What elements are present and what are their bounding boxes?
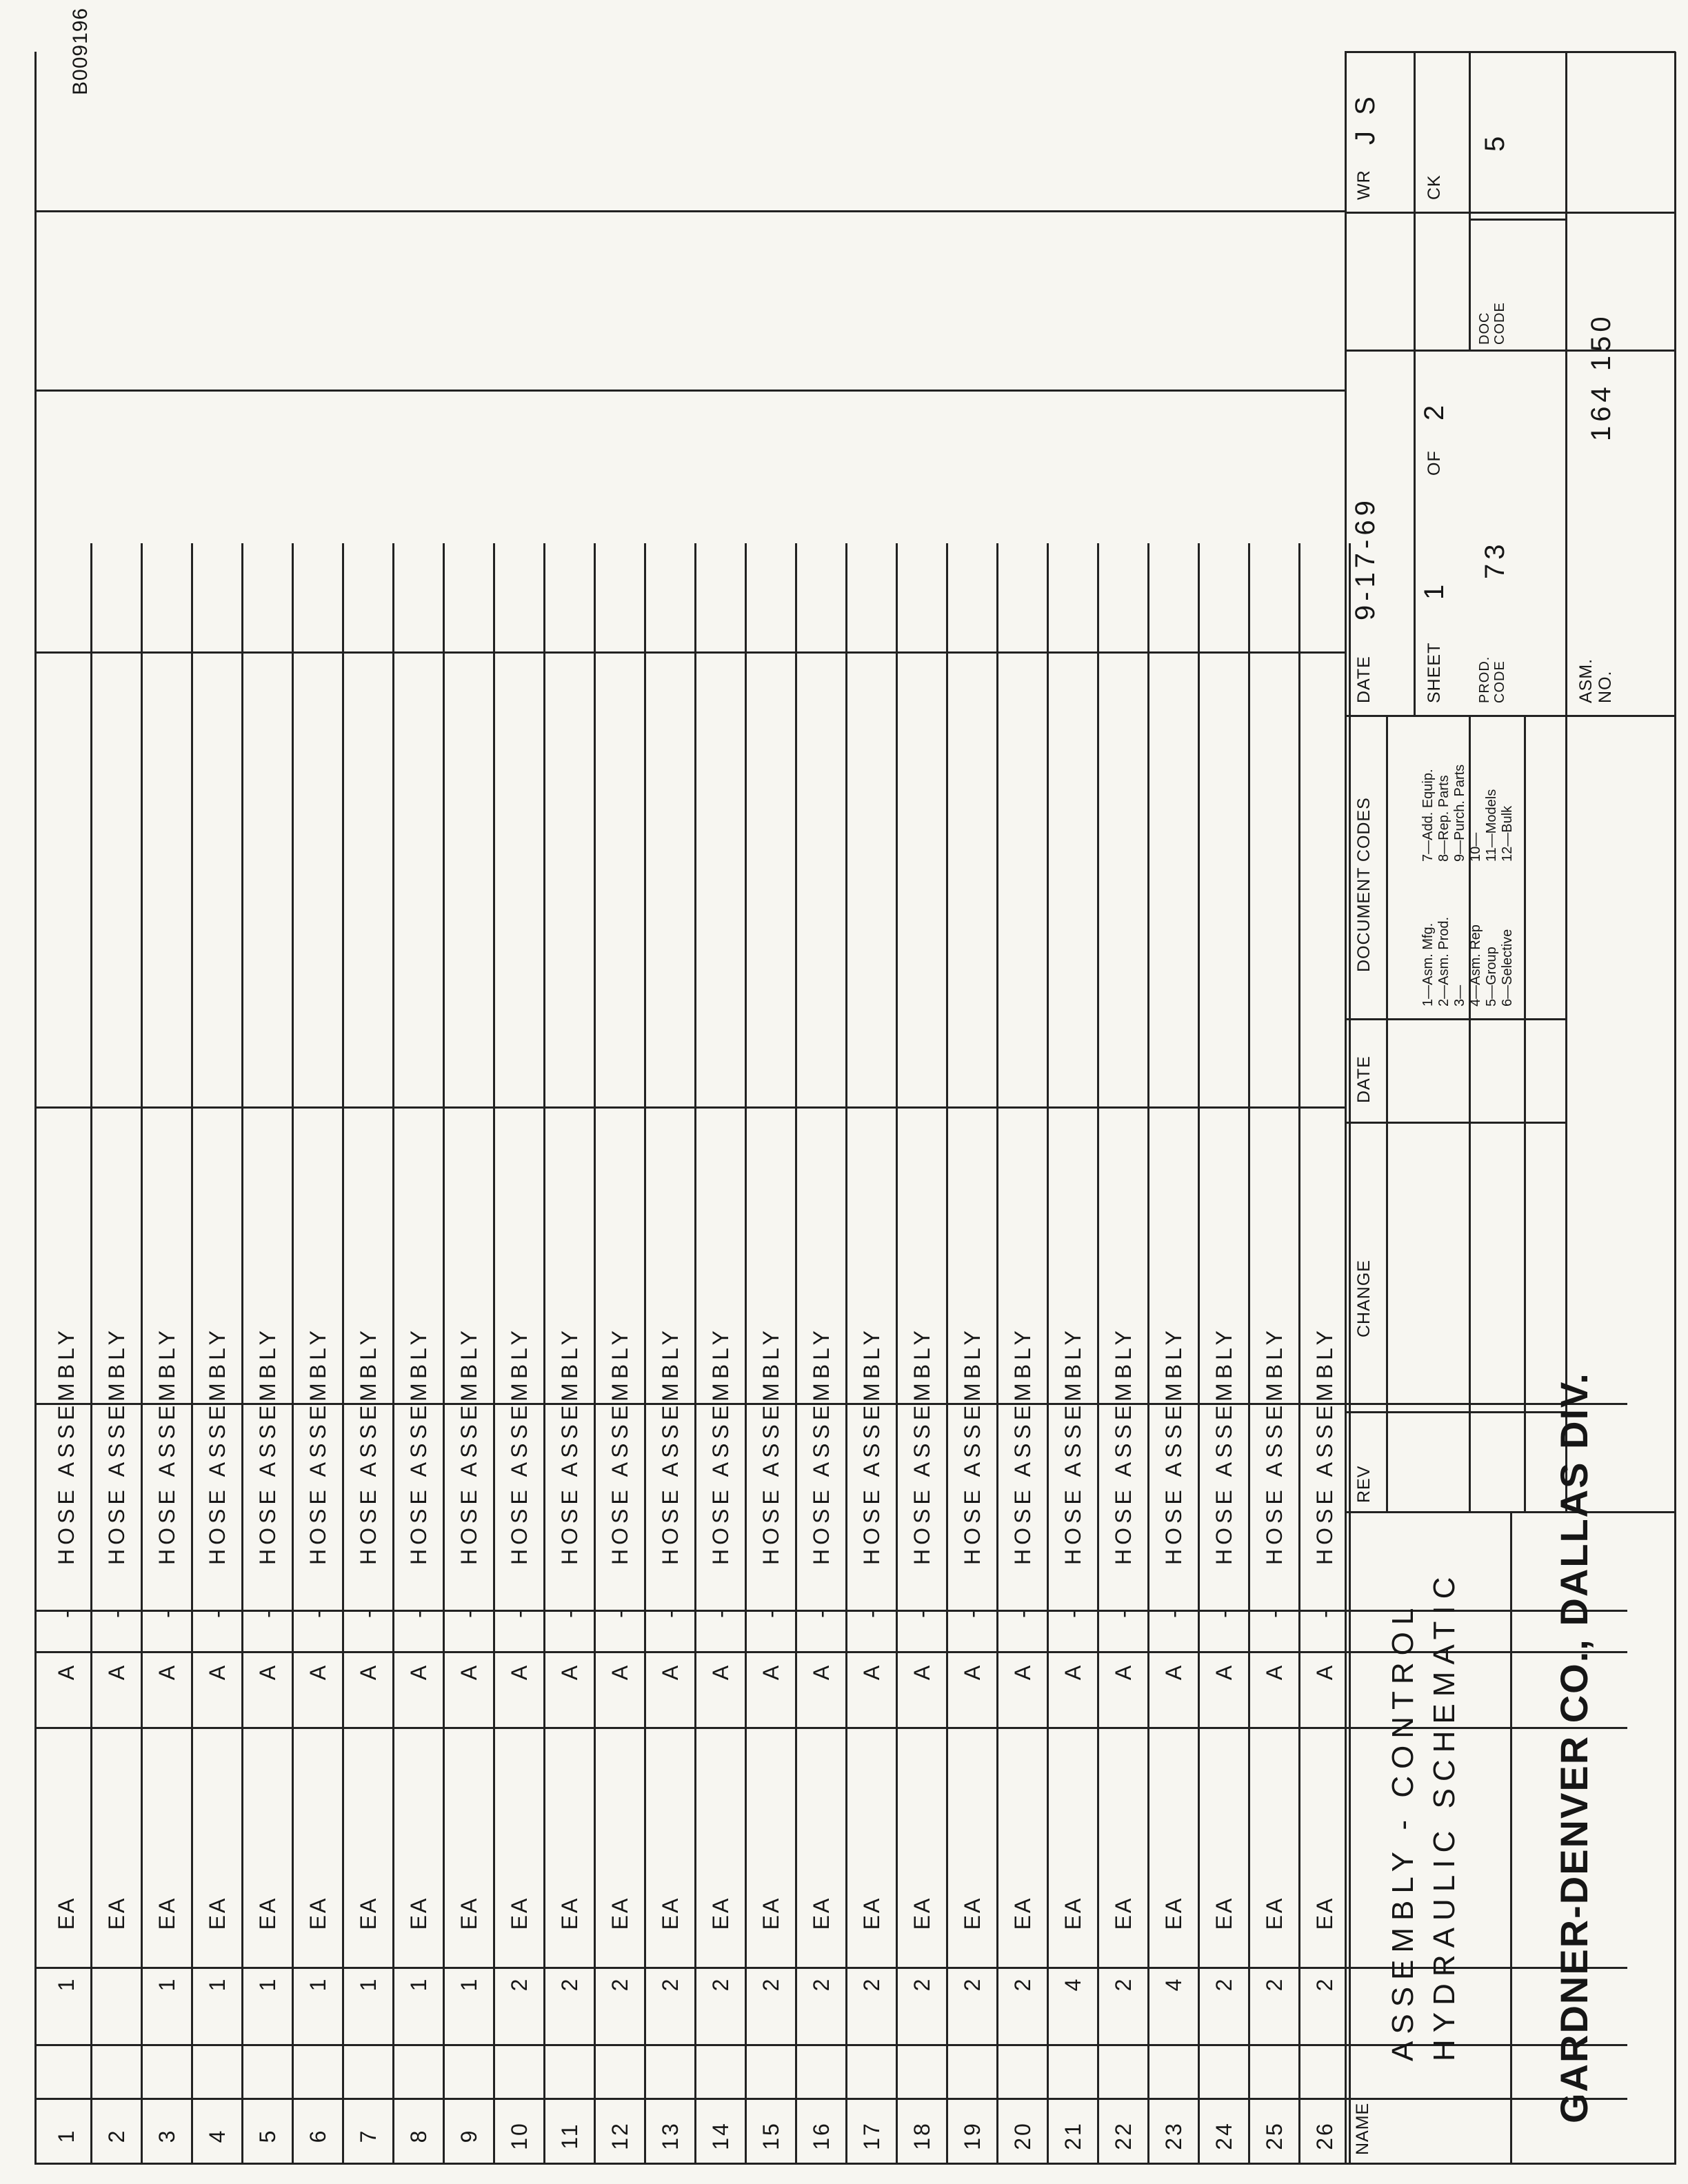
item-number-cell: 8 [406,2128,431,2143]
dash-cell: - [104,1608,129,1618]
asm-no-label: ASM. NO. [1576,658,1615,703]
name-label: NAME [1353,2102,1372,2155]
col-divider-6 [34,651,1345,654]
unit-cell: EA [154,1896,179,1930]
table-row [1249,543,1300,2165]
quantity-cell: 2 [758,1976,783,1992]
description-cell: HOSE ASSEMBLY [406,1326,431,1565]
description-cell: HOSE ASSEMBLY [557,1326,582,1565]
revision-cell: A [557,1663,582,1681]
dash-cell: - [708,1608,733,1618]
quantity-cell: 2 [809,1976,834,1992]
item-number-cell: 14 [708,2121,733,2150]
dash-cell: - [154,1608,179,1618]
quantity-cell: 4 [1061,1976,1085,1992]
change-column-label: CHANGE [1354,1260,1374,1337]
quantity-cell: 2 [960,1976,985,1992]
unit-cell: EA [1312,1896,1337,1930]
dash-cell: - [1161,1608,1186,1618]
item-number-cell: 19 [960,2121,985,2150]
description-cell: HOSE ASSEMBLY [1262,1326,1287,1565]
quantity-cell [92,1963,142,2005]
quantity-cell: 2 [708,1976,733,1992]
revision-cell: A [54,1663,79,1681]
dash-cell: - [809,1608,834,1618]
revision-cell: A [1061,1663,1085,1681]
ck-label: CK [1425,174,1444,200]
quantity-cell: 2 [1262,1976,1287,1992]
doc-code-value: 5 [1480,132,1510,152]
prod-code-label: PROD. CODE [1477,656,1507,703]
unit-cell: EA [1111,1896,1136,1930]
item-number-cell: 13 [658,2121,683,2150]
dash-cell: - [1312,1608,1337,1618]
description-cell: HOSE ASSEMBLY [1212,1326,1236,1565]
wr-value: J S [1350,92,1380,145]
item-number-cell: 22 [1111,2121,1136,2150]
item-number-cell: 2 [104,2128,129,2143]
item-number-cell: 17 [859,2121,884,2150]
dash-cell: - [960,1608,985,1618]
assembly-name-line2: HYDRAULIC SCHEMATIC [1427,1570,1461,2061]
table-row [142,543,192,2165]
item-number-cell: 23 [1161,2121,1186,2150]
dash-cell: - [356,1608,381,1618]
quantity-cell: 2 [607,1976,632,1992]
description-cell: HOSE ASSEMBLY [1161,1326,1186,1565]
table-row [595,543,645,2165]
description-cell: HOSE ASSEMBLY [658,1326,683,1565]
table-row [394,543,444,2165]
dash-cell: - [1212,1608,1236,1618]
quantity-cell: 2 [507,1976,532,1992]
dash-cell: - [1262,1608,1287,1618]
quantity-cell: 2 [658,1976,683,1992]
description-cell: HOSE ASSEMBLY [708,1326,733,1565]
asm-no-value: 164 150 [1586,312,1616,441]
document-codes-label: DOCUMENT CODES [1354,797,1374,972]
table-row [1098,543,1149,2165]
dash-cell: - [557,1608,582,1618]
unit-cell: EA [1161,1896,1186,1930]
table-row [444,543,494,2165]
dash-cell: - [255,1608,280,1618]
description-cell: HOSE ASSEMBLY [910,1326,934,1565]
table-row [947,543,998,2165]
description-cell: HOSE ASSEMBLY [809,1326,834,1565]
item-number-cell: 24 [1212,2121,1236,2150]
item-number-cell: 18 [910,2121,934,2150]
dash-cell: - [507,1608,532,1618]
sheet-label: SHEET [1425,642,1444,703]
table-row [1300,543,1350,2165]
description-cell: HOSE ASSEMBLY [507,1326,532,1565]
item-number-cell: 9 [456,2128,481,2143]
table-row [243,543,293,2165]
table-row [1149,543,1199,2165]
dash-cell: - [305,1608,330,1618]
rev-column-label: REV [1354,1465,1374,1503]
item-number-cell: 6 [305,2128,330,2143]
table-row [1048,543,1098,2165]
unit-cell: EA [1212,1896,1236,1930]
title-block [1345,52,1676,2165]
revision-cell: A [859,1663,884,1681]
table-row [494,543,545,2165]
table-row [41,543,92,2165]
revision-cell: A [658,1663,683,1681]
revision-cell: A [708,1663,733,1681]
table-row [998,543,1048,2165]
item-number-cell: 7 [356,2128,381,2143]
description-cell: HOSE ASSEMBLY [1111,1326,1136,1565]
change-date-column-label: DATE [1354,1055,1374,1103]
description-cell: HOSE ASSEMBLY [607,1326,632,1565]
dash-cell: - [406,1608,431,1618]
revision-cell: A [1262,1663,1287,1681]
revision-cell: A [456,1663,481,1681]
unit-cell: EA [356,1896,381,1930]
unit-cell: EA [1262,1896,1287,1930]
quantity-cell: 1 [356,1976,381,1992]
revision-cell: A [507,1663,532,1681]
sheet-border-top [34,52,37,2165]
unit-cell: EA [809,1896,834,1930]
revision-cell: A [1161,1663,1186,1681]
revision-cell: A [607,1663,632,1681]
table-row [92,543,142,2165]
unit-cell: EA [658,1896,683,1930]
item-number-cell: 15 [758,2121,783,2150]
quantity-cell: 1 [406,1976,431,1992]
revision-cell: A [154,1663,179,1681]
document-codes-list-2: 7—Add. Equip. 8—Rep. Parts 9—Purch. Parts 10— 11—Models 12—Bulk [1420,764,1515,862]
description-cell: HOSE ASSEMBLY [960,1326,985,1565]
unit-cell: EA [305,1896,330,1930]
unit-cell: EA [1061,1896,1085,1930]
item-number-cell: 10 [507,2121,532,2150]
description-cell: HOSE ASSEMBLY [1312,1326,1337,1565]
revision-cell: A [809,1663,834,1681]
description-cell: HOSE ASSEMBLY [1010,1326,1035,1565]
company-name: GARDNER-DENVER CO., DALLAS DIV. [1552,1372,1596,2123]
table-row [746,543,796,2165]
unit-cell: EA [960,1896,985,1930]
revision-cell: A [910,1663,934,1681]
quantity-cell: 1 [456,1976,481,1992]
quantity-cell: 2 [1212,1976,1236,1992]
dash-cell: - [1111,1608,1136,1618]
dash-cell: - [658,1608,683,1618]
table-row [897,543,947,2165]
unit-cell: EA [507,1896,532,1930]
revision-cell: A [1212,1663,1236,1681]
date-value: 9-17-69 [1350,496,1380,620]
revision-cell: A [1312,1663,1337,1681]
unit-cell: EA [607,1896,632,1930]
quantity-cell: 2 [1312,1976,1337,1992]
unit-cell: EA [910,1896,934,1930]
assembly-name-line1: ASSEMBLY - CONTROL [1386,1601,1420,2061]
quantity-cell: 2 [557,1976,582,1992]
item-number-cell: 12 [607,2121,632,2150]
unit-cell: EA [708,1896,733,1930]
revision-cell: A [356,1663,381,1681]
dash-cell: - [607,1608,632,1618]
item-number-cell: 4 [205,2128,230,2143]
item-number-cell: 26 [1312,2121,1337,2150]
quantity-cell: 1 [54,1976,79,1992]
quantity-cell: 4 [1161,1976,1186,1992]
revision-cell: A [1111,1663,1136,1681]
dash-cell: - [1010,1608,1035,1618]
quantity-cell: 1 [205,1976,230,1992]
dash-cell: - [456,1608,481,1618]
table-row [1199,543,1249,2165]
unit-cell: EA [54,1896,79,1930]
revision-cell: A [205,1663,230,1681]
item-number-cell: 25 [1262,2121,1287,2150]
item-number-cell: 11 [557,2122,582,2150]
quantity-cell: 2 [1111,1976,1136,1992]
unit-cell: EA [205,1896,230,1930]
col-divider-5 [34,1106,1345,1109]
doc-code-label: DOC CODE [1477,302,1507,345]
description-cell: HOSE ASSEMBLY [255,1326,280,1565]
col-divider-7 [34,390,1345,392]
description-cell: HOSE ASSEMBLY [859,1326,884,1565]
dash-cell: - [54,1608,79,1618]
table-row [645,543,696,2165]
revision-cell: A [104,1663,129,1681]
item-number-cell: 21 [1061,2121,1085,2150]
revision-cell: A [1010,1663,1035,1681]
revision-cell: A [305,1663,330,1681]
date-label: DATE [1354,656,1374,703]
prod-code-value: 73 [1480,540,1510,579]
quantity-cell: 1 [305,1976,330,1992]
quantity-cell: 2 [859,1976,884,1992]
table-row [847,543,897,2165]
description-cell: HOSE ASSEMBLY [305,1326,330,1565]
unit-cell: EA [456,1896,481,1930]
description-cell: HOSE ASSEMBLY [104,1326,129,1565]
description-cell: HOSE ASSEMBLY [54,1326,79,1565]
document-id: B009196 [69,7,92,95]
revision-cell: A [255,1663,280,1681]
unit-cell: EA [557,1896,582,1930]
unit-cell: EA [758,1896,783,1930]
dash-cell: - [1061,1608,1085,1618]
of-label: OF [1425,450,1444,476]
quantity-cell: 1 [255,1976,280,1992]
item-number-cell: 5 [255,2128,280,2143]
description-cell: HOSE ASSEMBLY [456,1326,481,1565]
unit-cell: EA [406,1896,431,1930]
quantity-cell: 2 [1010,1976,1035,1992]
table-row [293,543,343,2165]
unit-cell: EA [104,1896,129,1930]
dash-cell: - [758,1608,783,1618]
description-cell: HOSE ASSEMBLY [205,1326,230,1565]
item-number-cell: 16 [809,2121,834,2150]
col-divider-8 [34,210,1345,212]
revision-cell: A [960,1663,985,1681]
document-codes-list-1: 1—Asm. Mfg. 2—Asm. Prod. 3— 4—Asm. Rep 5—Group 6—Selective [1420,916,1515,1007]
revision-cell: A [758,1663,783,1681]
description-cell: HOSE ASSEMBLY [1061,1326,1085,1565]
item-number-cell: 3 [154,2128,179,2143]
table-row [545,543,595,2165]
table-row [192,543,243,2165]
description-cell: HOSE ASSEMBLY [154,1326,179,1565]
quantity-cell: 1 [154,1976,179,1992]
unit-cell: EA [1010,1896,1035,1930]
quantity-cell: 2 [910,1976,934,1992]
table-row [796,543,847,2165]
dash-cell: - [205,1608,230,1618]
item-number-cell: 1 [54,2128,79,2143]
revision-cell: A [406,1663,431,1681]
unit-cell: EA [859,1896,884,1930]
description-cell: HOSE ASSEMBLY [758,1326,783,1565]
unit-cell: EA [255,1896,280,1930]
wr-label: WR [1354,170,1374,200]
of-value: 2 [1419,401,1449,421]
table-row [696,543,746,2165]
item-number-cell: 20 [1010,2121,1035,2150]
table-row [343,543,394,2165]
sheet-value: 1 [1419,580,1449,600]
dash-cell: - [859,1608,884,1618]
description-cell: HOSE ASSEMBLY [356,1326,381,1565]
dash-cell: - [910,1608,934,1618]
